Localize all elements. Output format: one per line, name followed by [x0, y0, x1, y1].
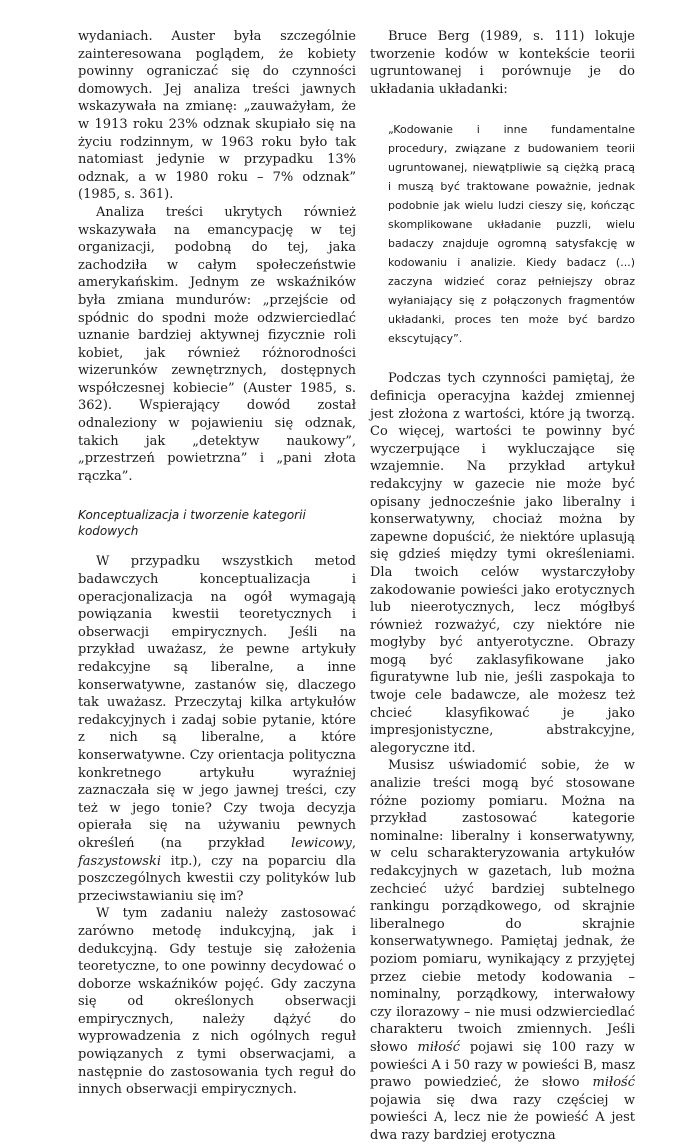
term-lewicowy: lewicowy	[291, 835, 352, 851]
left-column	[78, 28, 356, 1099]
section-heading: Konceptualizacja i tworzenie kategorii kodowych	[78, 508, 306, 539]
text-run: W przypadku wszystkich metod badawczych konceptualizacja i operacjonalizacja na ogół wymagają powiązania kwestii teoretycznych i obserwacji empirycznych. Jeśli na przykład uważasz, że pewne artykuły redakcyjne są liberalne, a inne konserwatywne, zastanów się, dlaczego tak uważasz. Przeczytaj kilka artykułów redakcyjnych i zadaj sobie pytanie, które z nich są liberalne, a które konserwatywne. Czy orientacja polityczna konkretnego artykułu wyraźniej zaznaczała się w jego jawnej treści, czy też w jego tonie? Czy twoja decyzja opierała się na używaniu pewnych określeń (na przykład	[78, 554, 356, 851]
paragraph-hidden-content: Analiza treści ukrytych również wskazywała na emancypację w tej organizacji, podobną do tej, jaka zachodziła w całym społeczeństwie amerykańskim. Jednym ze wskaźników była zmiana mundurów: „przejście od spódnic do spodni może odzwierciedlać uznanie bardziej aktywnej fizycznie roli kobiet, jak również różnorodności wizerunków zewnętrznych, dostępnych współczesnej kobiecie” (Auster 1985, s. 362). Wspierający dowód został odnaleziony w pojawieniu się odznak, takich jak „detektyw naukowy”, „przestrzeń powietrzna” i „pani złota rączka”.	[78, 204, 356, 484]
text-run: itp.), czy na poparciu dla poszczególnych kwestii czy polityków lub przeciwstawianiu się im?	[78, 853, 356, 904]
term-milosc: miłość	[592, 1075, 635, 1091]
paragraph-auster-findings: wydaniach. Auster była szczególnie zainteresowana poglądem, że kobiety powinny ograniczać się do czynności domowych. Jej analiza treści jawnych wskazywała na zmianę: „zauważyłam, że w 1913 roku 23% odznak skupiało się na życiu rodzinnym, w 1963 roku było tak natomiast jedynie w przypadku 13% odznak, a w 1980 roku – 7% odznak” (1985, s. 361).	[78, 29, 356, 203]
text-run: Musisz uświadomić sobie, że w analizie treści mogą być stosowane różne poziomy pomiaru. Można na przykład zastosować kategorie nominalne: liberalny i konserwatywny, w celu scharakteryzowania artykułów redakcyjnych w gazetach, lub można zechcieć użyć bardziej subtelnego rankingu porządkowego, od skrajnie liberalnego do skrajnie konserwatywnego. Pamiętaj jednak, że poziom pomiaru, wynikający z przyjętej przez ciebie metody kodowania – nominalny, porządkowy, interwałowy czy ilorazowy – nie musi odzwierciedlać charakteru twoich zmiennych. Jeśli słowo	[370, 758, 635, 1055]
text-run: pojawia się dwa razy częściej w powieści A, lecz nie że powieść A jest dwa razy bardziej erotyczna	[370, 1092, 635, 1143]
paragraph-induction-deduction: W tym zadaniu należy zastosować zarówno metodę indukcyjną, jak i dedukcyjną. Gdy testuje się założenia teoretyczne, to one powinny decydować o doborze wskaźników pojęć. Gdy zaczyna się od określonych obserwacji empirycznych, należy dążyć do wyprowadzenia z nich ogólnych reguł powiązanych z tymi obserwacjami, a następnie do zastosowania tych reguł do innych obserwacji empirycznych.	[78, 906, 356, 1098]
right-column	[370, 28, 635, 1145]
paragraph-berg: Bruce Berg (1989, s. 111) lokuje tworzenie kodów w kontekście teorii ugruntowanej i porównuje je do układania układanki:	[370, 29, 635, 97]
text-run: pojawi się 100 razy w powieści A i 50 razy w powieści B, masz prawo powiedzieć, że słowo	[370, 1039, 635, 1091]
block-quote: „Kodowanie i inne fundamentalne procedury, związane z budowaniem teorii ugruntowanej, niewątpliwie są ciężką pracą i muszą być traktowane poważnie, jednak podobnie jak wielu ludzi cieszy się, kończąc skomplikowane układanie puzzli, wielu badaczy znajduje ogromną satysfakcję w kodowaniu i analizie. Kiedy badacz (...) zaczyna widzieć coraz pełniejszy obraz wyłaniający się z połączonych fragmentów układanki, proces ten może być bardzo ekscytujący”.	[388, 123, 635, 346]
term-faszystowski: faszystowski	[78, 853, 161, 869]
paragraph-measurement-levels	[370, 757, 635, 1144]
paragraph-conceptualization	[78, 553, 356, 905]
paragraph-operational-definition: Podczas tych czynności pamiętaj, że definicja operacyjna każdej zmiennej jest złożona z wartości, które ją tworzą. Co więcej, wartości te powinny być wyczerpujące i wykluczające się wzajemnie. Na przykład artykuł redakcyjny w gazecie nie może być opisany jednocześnie jako liberalny i konserwatywny, chociaż można by zapewne dopuścić, że niektóre uplasują się gdzieś między tymi określeniami. Dla twoich celów wystarczyłoby zakodowanie powieści jako erotycznych lub nieerotycznych, lecz mógłbyś również rozważyć, czy niektóre nie mogłyby być antyerotyczne. Obrazy mogą być zaklasyfikowane jako figuratywne lub nie, jeśli zaspokaja to twoje cele badawcze, ale możesz też chcieć klasyfikować je jako impresjonistyczne, abstrakcyjne, alegoryczne itd.	[370, 371, 635, 756]
text-run: ,	[351, 835, 356, 851]
term-milosc: miłość	[417, 1039, 460, 1055]
